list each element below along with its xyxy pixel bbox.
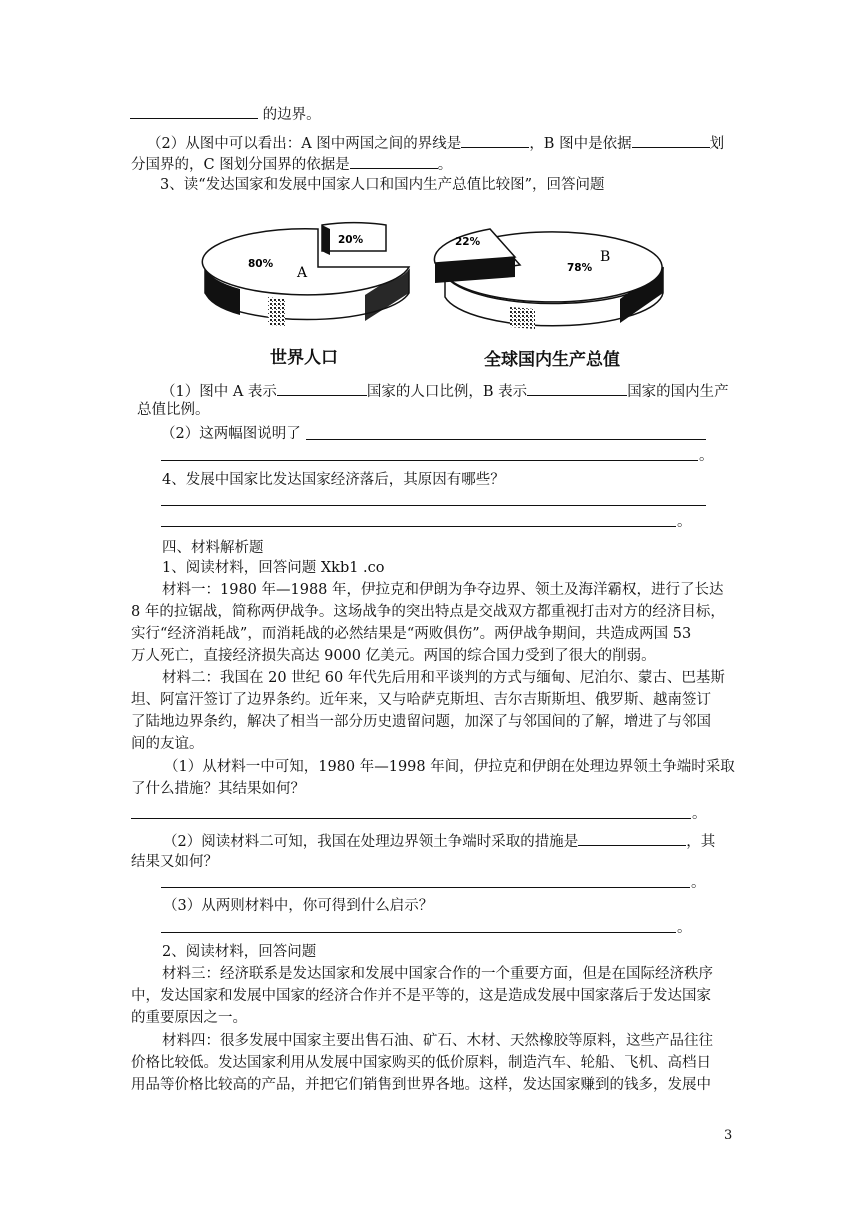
answer-blank[interactable] (578, 830, 686, 846)
line-boundary: 的边界。 (130, 103, 321, 125)
material-2-line-1: 材料二：我国在 20 世纪 60 年代先后用和平谈判的方式与缅甸、尼泊尔、蒙古、巴基斯 (162, 670, 725, 686)
answer-line[interactable] (306, 439, 706, 440)
pie-a-caption: 世界人口 (270, 348, 338, 368)
pie-a (202, 223, 411, 326)
pie-figure (190, 215, 670, 360)
reading-1-question-3: （3）从两则材料中，你可得到什么启示？ (163, 898, 434, 914)
reading-1-question-1-cont: 了什么措施？其结果如何？ (131, 781, 305, 797)
answer-blank[interactable] (130, 103, 258, 119)
material-3-line-3: 的重要原因之一。 (131, 1010, 247, 1026)
material-2-line-3: 了陆地边界条约，解决了相当一部分历史遗留问题，加深了与邻国间的了解，增进了与邻国 (131, 714, 711, 730)
page-number: 3 (724, 1128, 733, 1143)
material-1-line-1: 材料一：1980 年—1988 年，伊拉克和伊朗为争夺边界、领土及海洋霸权，进行了长达 (162, 582, 724, 598)
pie-a-slice-20-label: 20% (338, 234, 364, 246)
answer-line[interactable] (161, 526, 676, 527)
pie-b-slice-78-label: 78% (567, 262, 593, 274)
material-4-line-3: 用品等价格比较高的产品，并把它们销售到世界各地。这样，发达国家赚到的钱多，发展中 (131, 1077, 711, 1093)
document-page: 的边界。 （2）从图中可以看出：A 图中两国之间的界线是 ，B 图中是依据 划 分国界的，C 图划分国界的依据是 。 3、读“发达国家和发展中国家人口和国内生产总值比较图”，回答问题 20% 80% A 22% 78% B 世界人口 全球国内生产总值 （1）图中 A 表示 国家的人口比例，B 表示 国家的国内生产 总值比例。 （2）这两幅图说明了 。 4、发展中国家比发达国家经济落后，其原因有哪些？ 。 四、材料解析题 1、阅读材料，回答问题 Xkb1 .co 材料一：1980 年—1988 年，伊拉克和伊朗为争夺边界、领土及海洋霸权，进行了长达 8 年的拉锯战，简称两伊战争。这场战争的突出特点是交战双方都重视打击对方的经济目标， 实行“经济消耗战”，而消耗战的必然结果是“两败俱伤”。两伊战争期间，共造成两国 53 万人死亡，直接经济损失高达 9000 亿美元。两国的综合国力受到了很大的削弱。 材料二：我国在 20 世纪 60 年代先后用和平谈判的方式与缅甸、尼泊尔、蒙古、巴基斯 坦、阿富汗签订了边界条约。近年来，又与哈萨克斯坦、吉尔吉斯斯坦、俄罗斯、越南签订 了陆地边界条约，解决了相当一部分历史遗留问题，加深了与邻国间的了解，增进了与邻国 间的友谊。 （1）从材料一中可知，1980 年—1998 年间，伊拉克和伊朗在处理边界领土争端时采取 了什么措施？其结果如何？ 。 （2）阅读材料二可知，我国在处理边界领土争端时采取的措施是 ，其 结果又如何？ 。 （3）从两则材料中，你可得到什么启示？ 。 2、阅读材料，回答问题 材料三：经济联系是发达国家和发展中国家合作的一个重要方面，但是在国际经济秩序 中，发达国家和发展中国家的经济合作并不是平等的，这是造成发展中国家落后于发达国家 的重要原因之一。 材料四：很多发展中国家主要出售石油、矿石、木材、天然橡胶等原料，这些产品往往 价格比较低。发达国家利用从发展中国家购买的低价原料，制造汽车、轮船、飞机、高档日 用品等价格比较高的产品，并把它们销售到世界各地。这样，发达国家赚到的钱多，发展中 3 (0, 0, 860, 1216)
reading-1-question-2: （2）阅读材料二可知，我国在处理边界领土争端时采取的措施是 ，其 (163, 830, 715, 852)
material-2-line-4: 间的友谊。 (131, 736, 204, 752)
answer-line[interactable] (161, 460, 698, 461)
answer-line[interactable] (161, 887, 690, 888)
material-1-line-2: 8 年的拉锯战，简称两伊战争。这场战争的突出特点是交战双方都重视打击对方的经济目标， (131, 604, 725, 620)
material-1-line-4: 万人死亡，直接经济损失高达 9000 亿美元。两国的综合国力受到了很大的削弱。 (131, 648, 656, 664)
pie-a-marker: A (297, 265, 308, 281)
pie-b-caption: 全球国内生产总值 (484, 350, 620, 370)
answer-line[interactable] (131, 818, 691, 819)
question-2-2-cont: 分国界的，C 图划分国界的依据是 。 (131, 153, 452, 175)
pie-b-slice-22-label: 22% (455, 236, 481, 248)
reading-1-title: 1、阅读材料，回答问题 Xkb1 .co (162, 560, 385, 576)
question-3-title: 3、读“发达国家和发展中国家人口和国内生产总值比较图”，回答问题 (160, 177, 605, 193)
material-1-line-3: 实行“经济消耗战”，而消耗战的必然结果是“两败俱伤”。两伊战争期间，共造成两国 53 (131, 626, 692, 642)
question-3-1-cont: 总值比例。 (137, 402, 210, 418)
pie-a-slice-80-label: 80% (248, 258, 274, 270)
material-4-line-2: 价格比较低。发达国家利用从发展中国家购买的低价原料，制造汽车、轮船、飞机、高档日 (131, 1055, 711, 1071)
answer-blank[interactable] (461, 132, 529, 148)
reading-1-question-2-cont: 结果又如何？ (131, 854, 218, 870)
answer-line[interactable] (161, 932, 676, 933)
answer-blank[interactable] (632, 132, 710, 148)
pie-b-marker: B (600, 249, 611, 265)
question-2-2: （2）从图中可以看出：A 图中两国之间的界线是 ，B 图中是依据 划 (147, 132, 724, 154)
question-3-2: （2）这两幅图说明了 (161, 426, 301, 442)
answer-line[interactable] (161, 505, 706, 506)
material-4-line-1: 材料四：很多发展中国家主要出售石油、矿石、木材、天然橡胶等原料，这些产品往往 (162, 1033, 713, 1049)
pie-b (434, 229, 663, 329)
answer-blank[interactable] (277, 380, 367, 396)
question-3-1: （1）图中 A 表示 国家的人口比例，B 表示 国家的国内生产 (161, 380, 729, 402)
material-3-line-2: 中，发达国家和发展中国家的经济合作并不是平等的，这是造成发展中国家落后于发达国家 (131, 988, 711, 1004)
reading-2-title: 2、阅读材料，回答问题 (162, 944, 317, 960)
material-2-line-2: 坦、阿富汗签订了边界条约。近年来，又与哈萨克斯坦、吉尔吉斯斯坦、俄罗斯、越南签订 (131, 692, 711, 708)
question-4: 4、发展中国家比发达国家经济落后，其原因有哪些？ (162, 472, 505, 488)
answer-blank[interactable] (527, 380, 627, 396)
section-4-heading: 四、材料解析题 (162, 540, 264, 556)
answer-blank[interactable] (350, 153, 438, 169)
material-3-line-1: 材料三：经济联系是发达国家和发展中国家合作的一个重要方面，但是在国际经济秩序 (162, 966, 713, 982)
reading-1-question-1: （1）从材料一中可知，1980 年—1998 年间，伊拉克和伊朗在处理边界领土争端时采取 (164, 759, 735, 775)
